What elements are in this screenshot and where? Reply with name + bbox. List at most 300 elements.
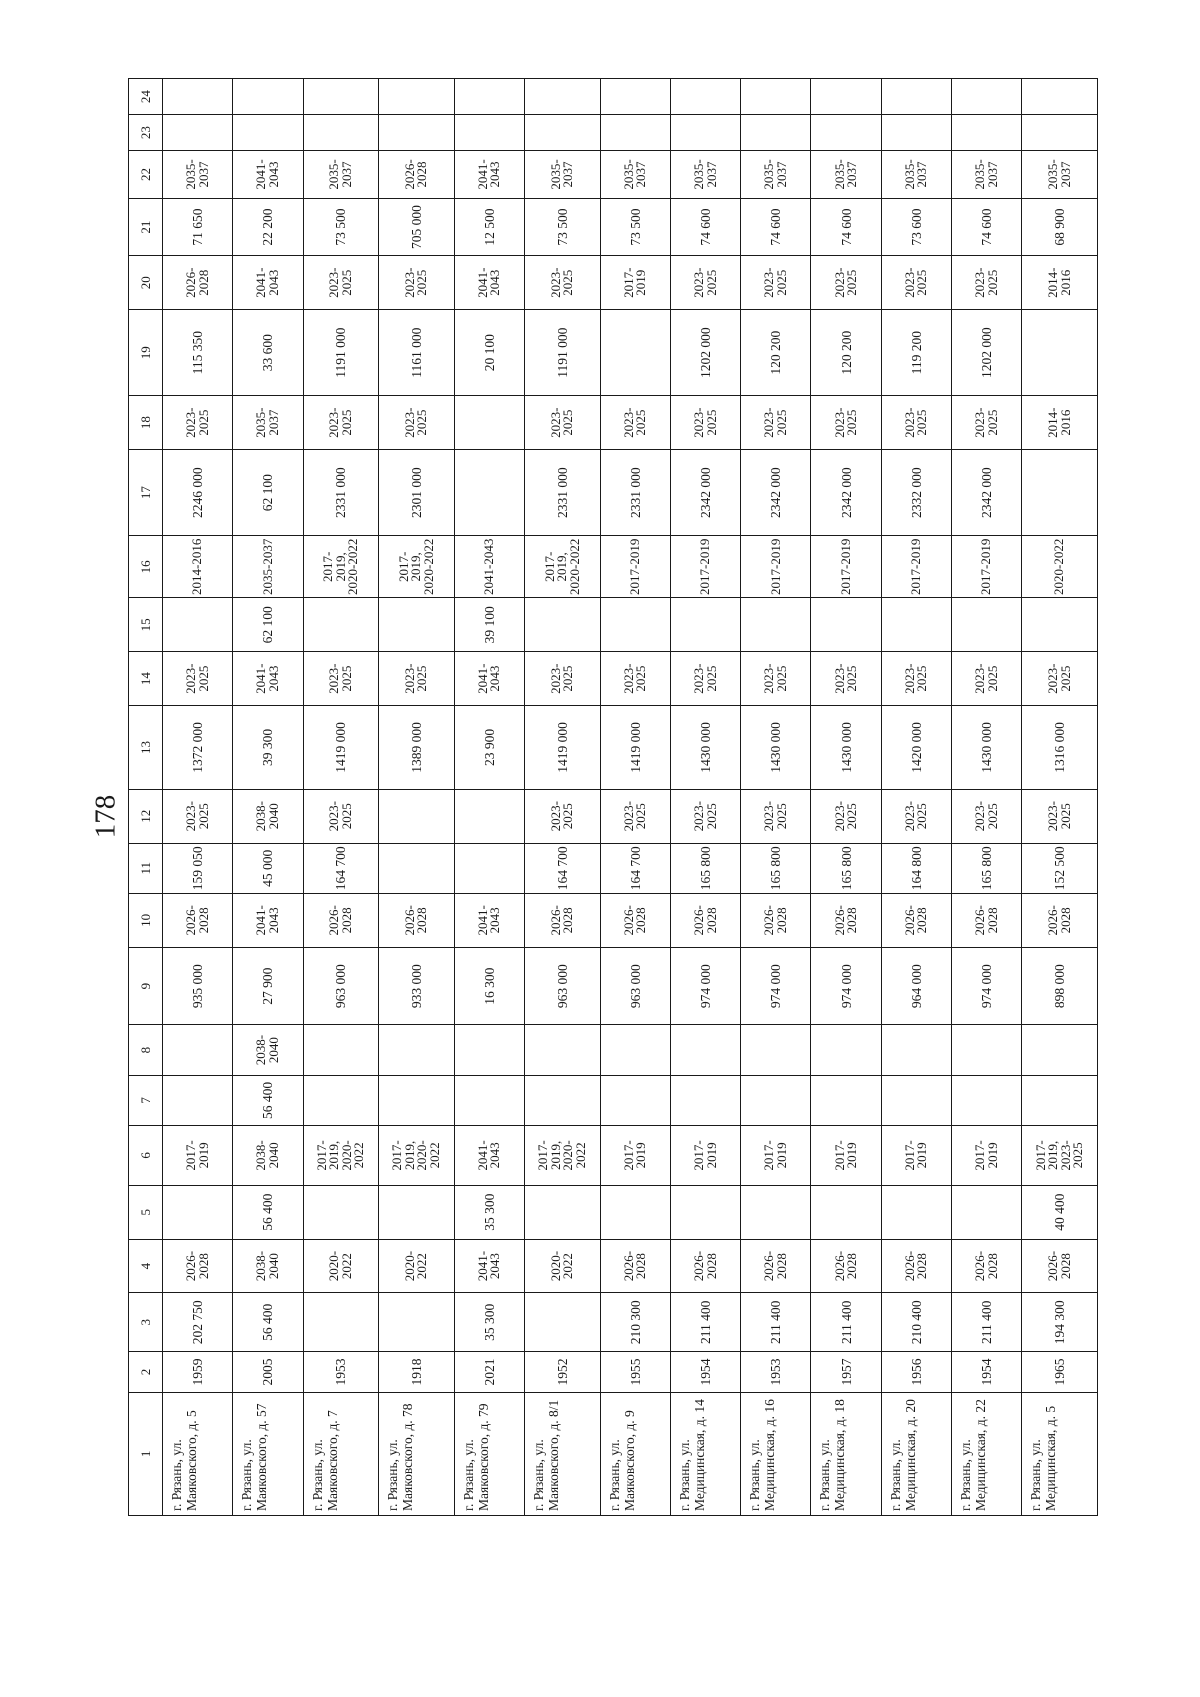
table-cell — [951, 115, 1021, 151]
table-cell: 2026-2028 — [600, 893, 670, 947]
table-cell: 165 800 — [951, 843, 1021, 893]
table-cell: 963 000 — [303, 947, 379, 1025]
table-cell: 2026-2028 — [951, 893, 1021, 947]
table-cell: 74 600 — [951, 198, 1021, 255]
table-body — [163, 79, 1098, 1516]
table-cell: 164 700 — [525, 843, 601, 893]
table-cell: 2023-2025 — [525, 396, 601, 450]
table-cell: 2026-2028 — [1022, 1239, 1098, 1293]
table-cell: 2023-2025 — [600, 396, 670, 450]
table-cell: 2017-2019 — [811, 536, 881, 598]
table-cell — [454, 396, 524, 450]
table-cell: 1372 000 — [163, 706, 233, 790]
table-cell: 35 300 — [454, 1185, 524, 1239]
record-table — [128, 78, 1098, 1516]
address-cell: г. Рязань, ул. Медицинская, д. 18 — [811, 1392, 881, 1515]
table-cell: 2023-2025 — [163, 396, 233, 450]
table-cell: 2035-2037 — [233, 396, 303, 450]
address-cell: г. Рязань, ул. Маяковского, д. 57 — [233, 1392, 303, 1515]
table-cell — [741, 1075, 811, 1125]
table-cell — [303, 1185, 379, 1239]
column-header-20: 20 — [129, 256, 163, 310]
address-cell: г. Рязань, ул. Маяковского, д. 78 — [379, 1392, 455, 1515]
table-cell: 2023-2025 — [951, 789, 1021, 843]
table-cell: 2017-2019 — [881, 536, 951, 598]
table-cell: 2026-2028 — [951, 1239, 1021, 1293]
table-cell — [670, 79, 740, 115]
column-header-4: 4 — [129, 1239, 163, 1293]
column-header-13: 13 — [129, 706, 163, 790]
table-cell — [1022, 1025, 1098, 1075]
table-cell: 2342 000 — [811, 450, 881, 536]
table-cell: 152 500 — [1022, 843, 1098, 893]
table-cell: 2023-2025 — [881, 652, 951, 706]
table-cell: 2017-2019 — [741, 536, 811, 598]
table-cell: 1202 000 — [951, 310, 1021, 396]
table-cell: 56 400 — [233, 1185, 303, 1239]
table-cell — [303, 598, 379, 652]
table-cell: 2035-2037 — [951, 151, 1021, 199]
table-cell: 2023-2025 — [525, 652, 601, 706]
table-row — [233, 79, 303, 1516]
table-cell: 2017-2019, 2020-2022 — [525, 1126, 601, 1186]
table-cell: 2017-2019 — [600, 256, 670, 310]
table-cell — [163, 1025, 233, 1075]
table-cell: 2041-2043 — [233, 151, 303, 199]
table-cell — [454, 1025, 524, 1075]
address-cell: г. Рязань, ул. Маяковского, д. 9 — [600, 1392, 670, 1515]
table-cell: 2035-2037 — [163, 151, 233, 199]
table-row — [670, 79, 740, 1516]
table-cell: 211 400 — [811, 1293, 881, 1352]
table-cell: 2014-2016 — [1022, 256, 1098, 310]
table-cell: 2021 — [454, 1352, 524, 1393]
table-cell — [741, 1185, 811, 1239]
table-cell: 2026-2028 — [741, 1239, 811, 1293]
table-cell: 23 900 — [454, 706, 524, 790]
table-cell: 2332 000 — [881, 450, 951, 536]
table-cell — [741, 79, 811, 115]
page-number: 178 — [89, 794, 122, 839]
table-row — [951, 79, 1021, 1516]
table-cell: 2023-2025 — [525, 789, 601, 843]
table-cell: 2020-2022 — [1022, 536, 1098, 598]
table-cell: 159 050 — [163, 843, 233, 893]
table-cell: 2017-2019, 2023-2025 — [1022, 1126, 1098, 1186]
table-cell: 40 400 — [1022, 1185, 1098, 1239]
table-cell: 1430 000 — [741, 706, 811, 790]
table-cell: 73 600 — [881, 198, 951, 255]
table-cell: 974 000 — [670, 947, 740, 1025]
column-header-6: 6 — [129, 1126, 163, 1186]
table-cell: 1954 — [951, 1352, 1021, 1393]
table-cell: 1202 000 — [670, 310, 740, 396]
table-cell: 2023-2025 — [881, 789, 951, 843]
table-cell: 12 500 — [454, 198, 524, 255]
table-cell — [163, 1075, 233, 1125]
table-cell: 1965 — [1022, 1352, 1098, 1393]
table-cell: 2005 — [233, 1352, 303, 1393]
column-header-15: 15 — [129, 598, 163, 652]
table-cell: 165 800 — [741, 843, 811, 893]
table-cell: 68 900 — [1022, 198, 1098, 255]
table-row — [303, 79, 379, 1516]
table-cell: 2017-2019 — [881, 1126, 951, 1186]
table-cell: 2041-2043 — [233, 893, 303, 947]
table-cell: 120 200 — [741, 310, 811, 396]
table-cell: 2038-2040 — [233, 1126, 303, 1186]
column-header-16: 16 — [129, 536, 163, 598]
table-cell: 56 400 — [233, 1075, 303, 1125]
table-cell: 2023-2025 — [163, 652, 233, 706]
table-cell — [233, 115, 303, 151]
table-cell: 1959 — [163, 1352, 233, 1393]
table-cell: 2017-2019 — [600, 536, 670, 598]
table-cell: 2020-2022 — [303, 1239, 379, 1293]
table-cell — [670, 598, 740, 652]
table-cell: 2017-2019, 2020-2022 — [379, 536, 455, 598]
table-cell: 2017-2019, 2020-2022 — [525, 536, 601, 598]
table-cell: 2023-2025 — [1022, 652, 1098, 706]
table-cell — [1022, 79, 1098, 115]
table-cell: 1955 — [600, 1352, 670, 1393]
table-cell: 2342 000 — [741, 450, 811, 536]
table-cell: 2017-2019 — [670, 536, 740, 598]
table-cell: 1953 — [741, 1352, 811, 1393]
table-cell: 1430 000 — [811, 706, 881, 790]
table-cell — [881, 115, 951, 151]
table-cell — [163, 115, 233, 151]
table-cell: 2017-2019 — [163, 1126, 233, 1186]
table-cell: 2342 000 — [670, 450, 740, 536]
column-header-12: 12 — [129, 789, 163, 843]
table-row — [811, 79, 881, 1516]
table-cell: 71 650 — [163, 198, 233, 255]
rotated-table-wrapper — [128, 78, 1098, 1516]
table-cell: 2017-2019 — [670, 1126, 740, 1186]
table-cell: 2035-2037 — [1022, 151, 1098, 199]
table-cell — [1022, 115, 1098, 151]
table-cell: 39 100 — [454, 598, 524, 652]
table-cell: 1918 — [379, 1352, 455, 1393]
table-cell: 202 750 — [163, 1293, 233, 1352]
table-cell — [811, 1185, 881, 1239]
table-cell: 2023-2025 — [1022, 789, 1098, 843]
table-cell: 2023-2025 — [670, 789, 740, 843]
column-header-5: 5 — [129, 1185, 163, 1239]
column-header-1: 1 — [129, 1392, 163, 1515]
table-cell — [303, 79, 379, 115]
column-header-17: 17 — [129, 450, 163, 536]
table-cell: 2023-2025 — [741, 396, 811, 450]
table-cell: 2026-2028 — [600, 1239, 670, 1293]
table-cell — [741, 115, 811, 151]
table-cell: 2023-2025 — [951, 396, 1021, 450]
table-cell: 1430 000 — [951, 706, 1021, 790]
table-cell: 73 500 — [600, 198, 670, 255]
table-cell: 2023-2025 — [525, 256, 601, 310]
table-cell: 1953 — [303, 1352, 379, 1393]
table-cell: 1316 000 — [1022, 706, 1098, 790]
table-cell — [881, 598, 951, 652]
table-cell — [741, 598, 811, 652]
table-cell: 164 700 — [600, 843, 670, 893]
table-cell — [379, 1185, 455, 1239]
table-cell: 2023-2025 — [951, 256, 1021, 310]
table-cell: 2023-2025 — [379, 396, 455, 450]
address-cell: г. Рязань, ул. Маяковского, д. 7 — [303, 1392, 379, 1515]
table-cell — [670, 1075, 740, 1125]
table-cell: 2035-2037 — [881, 151, 951, 199]
table-cell: 2023-2025 — [670, 256, 740, 310]
table-cell — [1022, 310, 1098, 396]
table-cell: 2301 000 — [379, 450, 455, 536]
table-cell: 2041-2043 — [233, 652, 303, 706]
table-cell: 2026-2028 — [881, 893, 951, 947]
table-cell: 2023-2025 — [811, 789, 881, 843]
table-cell: 2017-2019, 2020-2022 — [379, 1126, 455, 1186]
table-cell — [600, 1025, 670, 1075]
table-cell: 1389 000 — [379, 706, 455, 790]
table-cell: 115 350 — [163, 310, 233, 396]
table-cell — [454, 450, 524, 536]
table-cell: 210 300 — [600, 1293, 670, 1352]
table-cell: 2023-2025 — [379, 652, 455, 706]
table-cell: 2023-2025 — [379, 256, 455, 310]
address-cell: г. Рязань, ул. Маяковского, д. 79 — [454, 1392, 524, 1515]
table-cell: 2017-2019 — [741, 1126, 811, 1186]
table-cell: 1419 000 — [303, 706, 379, 790]
table-cell — [525, 598, 601, 652]
table-cell: 1191 000 — [303, 310, 379, 396]
table-cell — [454, 115, 524, 151]
table-cell — [600, 1075, 670, 1125]
table-cell — [951, 1025, 1021, 1075]
table-cell: 2020-2022 — [525, 1239, 601, 1293]
table-cell: 35 300 — [454, 1293, 524, 1352]
table-cell: 2026-2028 — [163, 256, 233, 310]
table-cell: 22 200 — [233, 198, 303, 255]
table-cell: 2023-2025 — [881, 256, 951, 310]
table-row — [881, 79, 951, 1516]
table-cell — [670, 1025, 740, 1075]
table-cell — [1022, 1075, 1098, 1125]
table-cell: 2023-2025 — [811, 256, 881, 310]
column-header-2: 2 — [129, 1352, 163, 1393]
table-cell: 211 400 — [741, 1293, 811, 1352]
table-cell: 2026-2028 — [525, 893, 601, 947]
address-cell: г. Рязань, ул. Медицинская, д. 22 — [951, 1392, 1021, 1515]
table-cell: 2041-2043 — [233, 256, 303, 310]
table-cell — [454, 1075, 524, 1125]
column-header-8: 8 — [129, 1025, 163, 1075]
table-cell — [379, 1025, 455, 1075]
table-cell: 2023-2025 — [811, 652, 881, 706]
table-cell: 62 100 — [233, 598, 303, 652]
table-cell — [379, 1293, 455, 1352]
table-cell: 16 300 — [454, 947, 524, 1025]
table-cell: 2023-2025 — [600, 789, 670, 843]
table-cell: 1419 000 — [600, 706, 670, 790]
table-cell — [600, 79, 670, 115]
table-cell — [881, 1025, 951, 1075]
column-header-19: 19 — [129, 310, 163, 396]
table-cell: 2017-2019 — [600, 1126, 670, 1186]
table-cell: 974 000 — [951, 947, 1021, 1025]
table-cell: 2023-2025 — [741, 789, 811, 843]
table-cell: 2035-2037 — [670, 151, 740, 199]
table-cell: 2038-2040 — [233, 1025, 303, 1075]
column-header-7: 7 — [129, 1075, 163, 1125]
address-cell: г. Рязань, ул. Медицинская, д. 5 — [1022, 1392, 1098, 1515]
table-cell — [163, 1185, 233, 1239]
column-header-10: 10 — [129, 893, 163, 947]
table-cell: 2023-2025 — [303, 256, 379, 310]
table-cell — [379, 789, 455, 843]
table-cell: 933 000 — [379, 947, 455, 1025]
table-cell: 2035-2037 — [525, 151, 601, 199]
table-cell — [303, 1025, 379, 1075]
table-cell: 2023-2025 — [741, 256, 811, 310]
table-cell — [379, 79, 455, 115]
table-cell: 27 900 — [233, 947, 303, 1025]
table-cell — [454, 789, 524, 843]
table-cell: 2041-2043 — [454, 151, 524, 199]
table-cell — [600, 115, 670, 151]
table-cell: 2023-2025 — [303, 789, 379, 843]
table-cell: 2026-2028 — [163, 1239, 233, 1293]
table-cell: 964 000 — [881, 947, 951, 1025]
table-cell: 2342 000 — [951, 450, 1021, 536]
table-cell — [379, 843, 455, 893]
table-cell: 2023-2025 — [163, 789, 233, 843]
address-cell: г. Рязань, ул. Медицинская, д. 16 — [741, 1392, 811, 1515]
table-cell: 2014-2016 — [1022, 396, 1098, 450]
table-cell — [881, 79, 951, 115]
table-cell: 935 000 — [163, 947, 233, 1025]
table-cell: 1954 — [670, 1352, 740, 1393]
table-cell: 33 600 — [233, 310, 303, 396]
table-cell: 119 200 — [881, 310, 951, 396]
table-row — [1022, 79, 1098, 1516]
table-cell — [811, 1075, 881, 1125]
table-cell: 2023-2025 — [303, 396, 379, 450]
table-cell — [881, 1075, 951, 1125]
table-cell: 2041-2043 — [454, 1239, 524, 1293]
table-cell: 2041-2043 — [454, 536, 524, 598]
table-cell — [163, 598, 233, 652]
table-cell: 2035-2037 — [233, 536, 303, 598]
table-cell: 898 000 — [1022, 947, 1098, 1025]
table-cell — [811, 115, 881, 151]
table-cell: 705 000 — [379, 198, 455, 255]
table-cell: 73 500 — [525, 198, 601, 255]
table-cell: 74 600 — [670, 198, 740, 255]
table-cell: 2020-2022 — [379, 1239, 455, 1293]
table-cell: 1191 000 — [525, 310, 601, 396]
column-header-14: 14 — [129, 652, 163, 706]
table-cell: 1419 000 — [525, 706, 601, 790]
address-cell: г. Рязань, ул. Маяковского, д. 5 — [163, 1392, 233, 1515]
table-cell — [811, 1025, 881, 1075]
table-cell: 2041-2043 — [454, 1126, 524, 1186]
table-cell: 963 000 — [525, 947, 601, 1025]
table-cell — [1022, 450, 1098, 536]
table-cell: 2041-2043 — [454, 893, 524, 947]
table-cell: 2026-2028 — [379, 893, 455, 947]
table-cell: 2017-2019 — [951, 1126, 1021, 1186]
table-cell: 73 500 — [303, 198, 379, 255]
table-cell: 62 100 — [233, 450, 303, 536]
column-header-23: 23 — [129, 115, 163, 151]
column-header-18: 18 — [129, 396, 163, 450]
table-cell: 2026-2028 — [379, 151, 455, 199]
table-cell: 120 200 — [811, 310, 881, 396]
table-cell: 211 400 — [951, 1293, 1021, 1352]
table-cell — [811, 598, 881, 652]
table-cell — [951, 598, 1021, 652]
table-cell: 164 700 — [303, 843, 379, 893]
table-cell — [163, 79, 233, 115]
column-header-24: 24 — [129, 79, 163, 115]
table-cell: 194 300 — [1022, 1293, 1098, 1352]
table-row — [379, 79, 455, 1516]
table-cell: 2017-2019 — [811, 1126, 881, 1186]
table-cell — [951, 1075, 1021, 1125]
table-cell: 2026-2028 — [881, 1239, 951, 1293]
table-cell: 2026-2028 — [670, 1239, 740, 1293]
table-cell — [525, 115, 601, 151]
column-header-11: 11 — [129, 843, 163, 893]
table-cell: 1956 — [881, 1352, 951, 1393]
table-cell: 2331 000 — [600, 450, 670, 536]
table-cell — [525, 1185, 601, 1239]
table-cell: 164 800 — [881, 843, 951, 893]
table-cell — [454, 843, 524, 893]
table-cell — [303, 1075, 379, 1125]
address-cell: г. Рязань, ул. Медицинская, д. 14 — [670, 1392, 740, 1515]
table-cell — [670, 115, 740, 151]
table-cell: 2014-2016 — [163, 536, 233, 598]
table-cell: 2035-2037 — [303, 151, 379, 199]
table-cell: 2023-2025 — [600, 652, 670, 706]
table-row — [163, 79, 233, 1516]
table-cell: 2035-2037 — [811, 151, 881, 199]
table-row — [525, 79, 601, 1516]
table-cell — [600, 598, 670, 652]
table-cell: 1957 — [811, 1352, 881, 1393]
table-cell — [525, 79, 601, 115]
table-cell — [303, 115, 379, 151]
table-cell: 2041-2043 — [454, 256, 524, 310]
table-cell: 2023-2025 — [670, 652, 740, 706]
table-cell: 2038-2040 — [233, 789, 303, 843]
table-cell: 2038-2040 — [233, 1239, 303, 1293]
table-cell: 974 000 — [741, 947, 811, 1025]
table-cell: 2023-2025 — [303, 652, 379, 706]
table-cell — [881, 1185, 951, 1239]
table-cell: 2026-2028 — [1022, 893, 1098, 947]
table-cell: 2246 000 — [163, 450, 233, 536]
table-cell — [379, 1075, 455, 1125]
table-cell — [379, 598, 455, 652]
table-cell — [670, 1185, 740, 1239]
table-row — [600, 79, 670, 1516]
table-cell: 974 000 — [811, 947, 881, 1025]
table-row — [454, 79, 524, 1516]
table-cell: 56 400 — [233, 1293, 303, 1352]
table-cell: 2023-2025 — [881, 396, 951, 450]
